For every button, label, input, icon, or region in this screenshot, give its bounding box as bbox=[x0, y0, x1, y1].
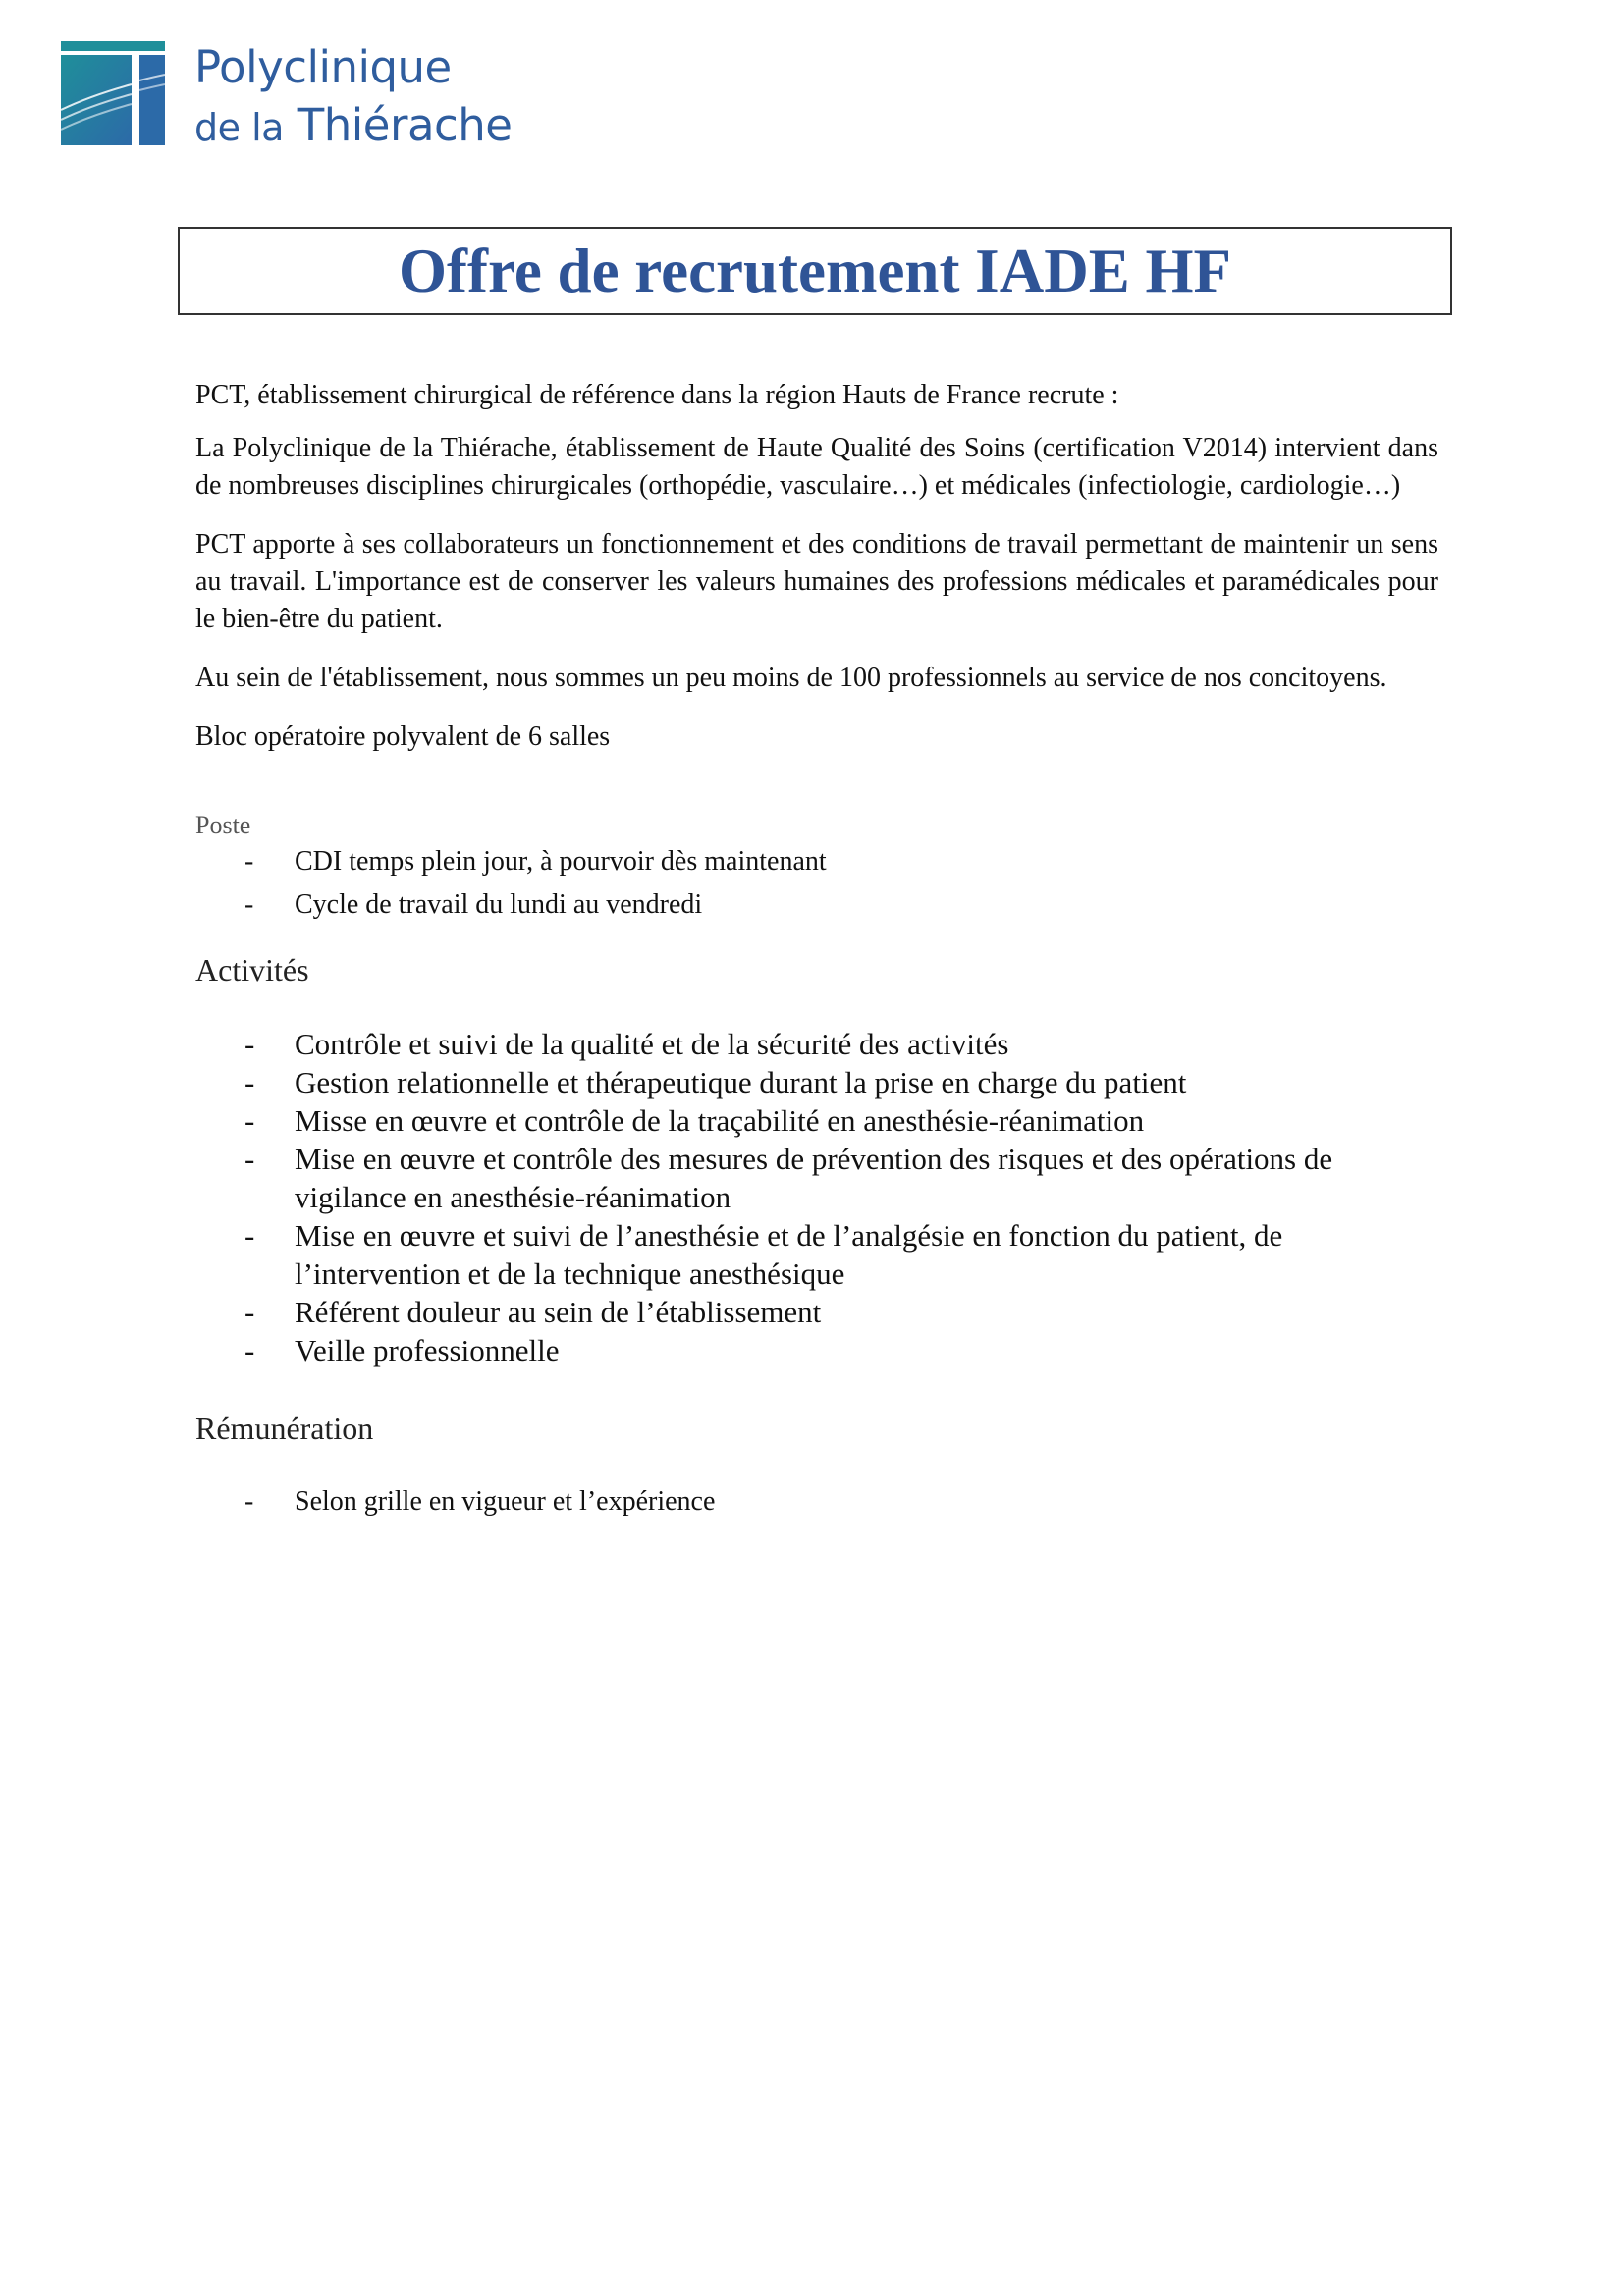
page-title: Offre de recrutement IADE HF bbox=[399, 236, 1231, 305]
list-item: - Mise en œuvre et suivi de l’anesthésie et de l’analgésie en fonction du patient, de l’intervention et de la technique anesthésique bbox=[244, 1218, 1283, 1291]
staff-paragraph: Au sein de l'établissement, nous sommes un peu moins de 100 professionnels au service de nos concitoyens. bbox=[195, 663, 1387, 693]
remuneration-list bbox=[195, 1483, 1438, 1521]
intro-paragraph: PCT, établissement chirurgical de référence dans la région Hauts de France recrute : bbox=[195, 380, 1119, 410]
title-box bbox=[178, 227, 1452, 315]
activites-heading: Activités bbox=[195, 952, 309, 988]
list-item: - Mise en œuvre et contrôle des mesures de prévention des risques et des opérations de vigilance en anesthésie-réanimation bbox=[244, 1142, 1333, 1214]
clinic-logo bbox=[61, 41, 522, 157]
poste-label: Poste bbox=[195, 811, 251, 839]
list-item: - Gestion relationnelle et thérapeutique durant la prise en charge du patient bbox=[244, 1065, 1187, 1099]
offer-content bbox=[195, 377, 1438, 1521]
list-item: - Référent douleur au sein de l’établissement bbox=[244, 1295, 822, 1329]
list-item: - Cycle de travail du lundi au vendredi bbox=[244, 889, 703, 920]
poste-list bbox=[195, 842, 1438, 925]
operating-block-paragraph: Bloc opératoire polyvalent de 6 salles bbox=[195, 721, 611, 752]
list-item: - CDI temps plein jour, à pourvoir dès maintenant bbox=[244, 846, 827, 877]
clinic-logo-name: Polyclinique bbox=[194, 41, 452, 93]
clinic-logo-text bbox=[194, 41, 513, 151]
list-item: - Selon grille en vigueur et l’expérience bbox=[244, 1486, 716, 1517]
activites-list bbox=[195, 1025, 1438, 1369]
clinic-description-paragraph: La Polyclinique de la Thiérache, établissement de Haute Qualité des Soins (certification V2014) intervient dans de nombreuses disciplines chirurgicales (orthopédie, vasculaire…) et médicales (infectiologie, cardiologie…) bbox=[195, 433, 1438, 501]
remuneration-heading: Rémunération bbox=[195, 1411, 374, 1446]
list-item: - Veille professionnelle bbox=[244, 1333, 560, 1367]
clinic-logo-mark-icon bbox=[61, 41, 165, 145]
list-item: - Contrôle et suivi de la qualité et de la sécurité des activités bbox=[244, 1027, 1009, 1061]
work-conditions-paragraph: PCT apporte à ses collaborateurs un fonctionnement et des conditions de travail permettant de maintenir un sens au travail. L'importance est de conserver les valeurs humaines des professions médicales et paramédicales pour le bien-être du patient. bbox=[195, 529, 1438, 634]
clinic-logo-subname: de la Thiérache bbox=[194, 99, 513, 151]
list-item: - Misse en œuvre et contrôle de la traçabilité en anesthésie-réanimation bbox=[244, 1103, 1145, 1138]
